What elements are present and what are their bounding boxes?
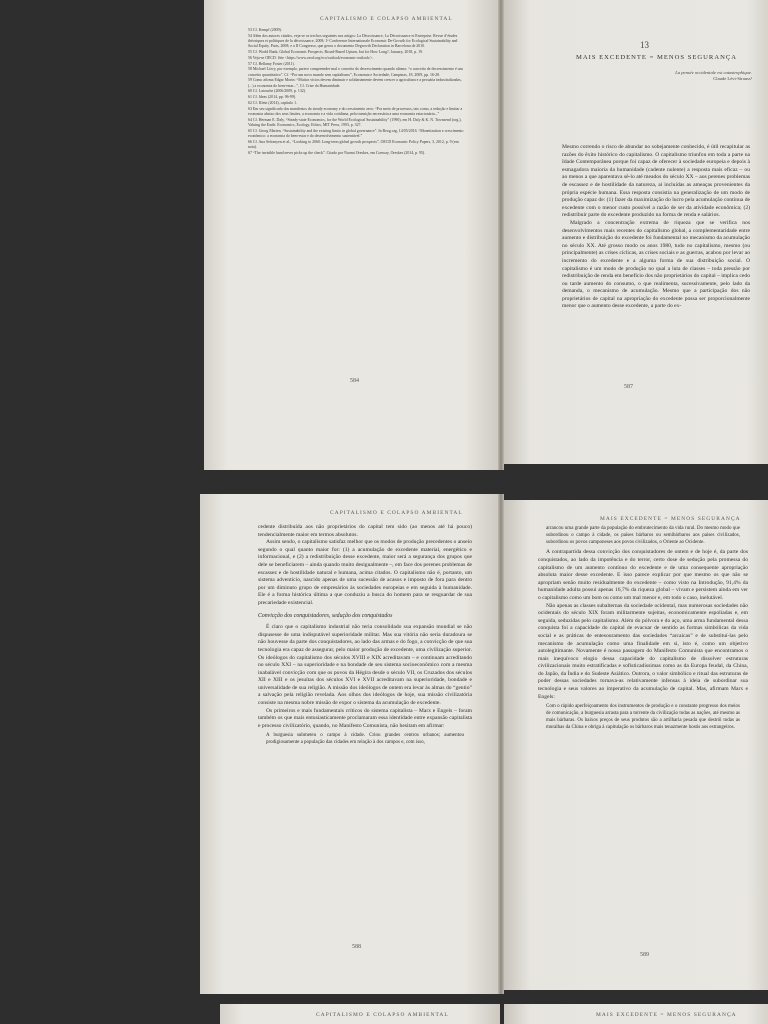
epigraph-text: La pensée occidentale est catastrophique.: [675, 70, 752, 75]
page-number: 588: [352, 944, 361, 950]
footnote: 56 Veja-se OECD. Site <https://www.oecd.org/eco/outlook/economic-outlook/>.: [248, 55, 374, 60]
body-text: [562, 144, 750, 311]
paragraph: Não apenas as classes subalternas da sociedade ocidental, mas numerosas sociedades não ocidentais do século XIX foram militarmente sujeitas, economicamente espoliadas e, em seguida, seduzidas pelo capitalismo. Além do pólvora e do aço, uma arma fundamental dessa conquista foi a capacidade do capital de evacuar de sentido as formas simbólicas da vida social e as práticas de entesouramento das sociedades “arcaicas” e de substituí-las pelo mecanismo de acumulação como uma finalidade em si, isto é, como um objetivo autolegitimante. Novamente é nossa passagem do Manifesto Comunista que encontramos o mais inequívoco elogio dessa capacidade do capitalismo de dissolver estruturas civilizacionais muito estratificadas e sofisticadíssimas como as da Europa feudal, da China, do Japão, da Índia e do Sudeste Asiático. Outrora, o valor simbólico e ritual das estruturas de poder dessas sociedades tornava-as relativamente infensas à ideia de subordinar sua tecnologia e seus valores ao imperativo da acumulação de capital. Mas, afirmam Marx e Engels:: [538, 602, 748, 700]
paragraph: A contrapartida dessa convicção dos conquistadores de ontem e de hoje é, da parte dos conquistados, ao lado da impotência e do terror, certo dose de sedução pela promessa do capitalismo de um aumento contínuo do excedente e de uma consequente apropriação absoluta maior desse excedente. E isso parece explicar por que mesmo os que não se apropriam senão muito residualmente do excedente – como visto na Introdução, 91,4% da humanidade adulta possui apenas 16,7% da riqueza global – vivam e persistem ainda em ver o capitalismo como um bom ou como um mal menor e, em todo o caso, inelutável.: [538, 549, 748, 601]
footnote: 58 Michael Löwy, por exemplo, parece compreender mal o conceito do decrescimento quando afirma: “o conceito de decrescimento é um conceito quantitativo”. Cf. “Por um novo mundo sem capitalismo”, Economia e Sociedade, Campinas, 18, 2009, pp. 16-28.: [248, 67, 463, 77]
page-588: [200, 494, 500, 994]
page-587: [504, 0, 768, 464]
footnote: 54 Além dos autores citados, veja-se os trechos seguintes nos artigos: La Décroissance, La Décroissance et Entreprise. Revue d’études théoriques et politiques de la décroissance, 2008; 1ª Conference Internationale Economic De-Growth for Ecological Sustainability and Social Equity. Paris, 2008; e a II Congresso, que gerou o documento Degrowth Declaration in Barcelona de 2010.: [248, 33, 458, 49]
running-head: CAPITALISMO E COLAPSO AMBIENTAL: [320, 16, 453, 22]
footnote: 55 Cf. World Bank, Global Economic Prospects. Broad-Based Upturn, but for How Long?, January, 2018, p. 19.: [248, 50, 423, 54]
section-heading: Convicção dos conquistadores, sedução dos conquistados: [258, 612, 393, 619]
footnote: 61 Cf. Ideas (2014, pp. 96-99).: [248, 95, 297, 100]
footnote: 65 Cf. Georg Marten, “Sustainability and the existing limits in global governance”. In Beog.org, 14/05/2016. “Monetization e crescimento econômico: a economia do bem-estar e do desenvolvimento sustentável.”: [248, 128, 464, 138]
running-head: CAPITALISMO E COLAPSO AMBIENTAL: [330, 510, 463, 516]
body-text: [258, 524, 472, 750]
page-number: 587: [624, 384, 633, 390]
footnote: 63 Em seu significado dos manifestos do steady economy e do crescimento zero: “Por meio de processos, tais como, a redução e limitar a economia abaixo dos seus limites, a economia e a vida cotidiana, pela transição necessária a uma economia estacionária...”: [248, 106, 463, 116]
footnote: 66 Cf. Ana Sefranyen et al., “Looking to 2060: Long-term global growth prospects”, OECD Economic Policy Papers, 3, 2012, p. 9 (em nota).: [248, 139, 459, 149]
partial-page-right: [504, 1004, 768, 1024]
page-584: [204, 0, 500, 470]
block-quote: arrancou uma grande parte da população do embrutecimento da vida rural. Do mesmo modo que subordinou o campo à cidade, os países bárbaros ou semibárbaros aos países civilizados, subordinou os povos camponeses aos povos civilizados, o Oriente ao Ocidente.: [546, 526, 740, 545]
footnote: 67 “The invisible hand never picks up the check”. Citado por Naomi Oreskes, em Conway, Oreskes (2014, p. 95).: [248, 150, 426, 155]
running-head: MAIS EXCEDENTE = MENOS SEGURANÇA: [596, 1012, 737, 1018]
epigraph-author: Claude Lévi-Strauss¹: [713, 76, 752, 81]
footnote: 60 Cf. Latouche (2006/2009, p. 132).: [248, 89, 307, 94]
paragraph: Assim sendo, o capitalismo satisfaz melhor que os modos de produção precedentes o anseio segundo o qual quanto maior for: (1) a acumulação de excedente material, energético e informacional, e (2) a redistribuição desse excedente, maior será a segurança dos grupos que dele se beneficiarem – ainda quando muito desigualmente –, em face dos perenes problemas de escassez e de hostilidade natural e humana, acima citados. O capitalismo não é, portanto, um sistema adventício, nascido apenas de uma sucessão de acasos e imposto de fora para dentro por um diminuto grupo de empresários às sociedades europeias e em seguida à humanidade. Ele é a forma histórica última a que conduziu a busca do homem para se resguardar de sua precariedade existencial.: [258, 539, 472, 606]
page-number: 584: [350, 378, 359, 384]
paragraph: Os primeiros e mais fundamentais críticos do sistema capitalista – Marx e Engels – foram também os que mais entusiasticamente proclamaram essa identidade entre expansão capitalista e processo civilizatório, quando, no Manifesto Comunista, não hesitam em afirmar:: [258, 707, 472, 729]
footnote: 53 Cf. Kempf (2009).: [248, 28, 282, 32]
chapter-title: MAIS EXCEDENTE = MENOS SEGURANÇA: [576, 54, 738, 61]
epigraph: [624, 70, 752, 82]
footnote: 64 Cf. Herman E. Daly, “Steady-state Economics, for the World Ecological Sustainability” (1990), em H. Daly & K. N. Townsend (org.), Valuing the Earth: Economics, Ecology, Ethics, MIT Press, 1993, p. 327.: [248, 117, 462, 127]
footnotes: [248, 28, 466, 157]
paragraph: É claro que o capitalismo industrial não teria consolidado sua expansão mundial se não dispusesse de uma indisputável superioridade militar. Mas sua vitória não seria duradoura se não houvesse da parte dos conquistadores, ao lado das armas e do fogo, a convicção de que sua tecnologia era capaz de assegurar, pelo maior produção de excedente, uma civilização superior. Os ideólogos do capitalismo dos séculos XVIII e XIX acreditavam – e continuam acreditando no século XXI – na superioridade e na bondade de seu sistema socioeconômico com a mesma inabalável convicção com que os povos da Hégira desde o século VII, os Cruzados dos séculos XII e XIII e os jesuítas dos séculos XVI e XVII acreditavam na superioridade, bondade e universalidade de sua religião. A missão dos ideólogos de ontem era levar às almas do “gentio” a salvação pela religião revelada. Aos olhos dos ideólogos de hoje, sua missão civilizatória consiste na mesma nobre missão de expor o sistema da acumulação de excedente.: [258, 624, 472, 707]
body-text: [538, 526, 748, 734]
footnote: 59 Como afirma Edgar Morin: “Muitos vícios devem diminuir e solidariamente devem crescer a agricultura e a pecuária industrializadas, (...) a economia do bem-estar...”, Cf. Crise da Humanidade.: [248, 78, 462, 88]
page-589: [504, 500, 768, 990]
footnote: 57 Cf. Bellamy Foster (2011).: [248, 61, 295, 66]
paragraph: Malgrado a concentração extrema de riqueza que se verifica nos desenvolvimentos mais recentes do capitalismo global, a complementaridade entre aumento e distribuição do excedente foi fundamental no mecanismo da acumulação no século XX. Até grosso modo os anos 1980, tudo no capitalismo, mesmo (ou principalmente) as crises cíclicas, as crises sociais e as guerras, acabou por levar ao incremento do excedente e a alguma forma de sua distribuição social. O capitalismo é um modo de produção no qual a luta de classes – toda pressão por redistribuição de renda em benefício dos não proprietários do capital – implica cedo ou tarde aumento do consumo, o que realimenta, sucessivamente, pelo lado da demanda, o mecanismo de acumulação. Mesmo que a participação dos não proprietários de capital na apropriação do excedente possa ser proporcionalmente menor que o aumento desse excedente, a parte do ex-: [562, 219, 750, 310]
page-number: 589: [640, 952, 649, 958]
paragraph: cedente distribuída aos não proprietários do capital tem sido (ao menos até há pouco) tendencialmente maior em termos absolutos.: [258, 524, 472, 538]
footnote: 62 Cf. Klein (2014), capítulo 1.: [248, 100, 298, 105]
block-quote: Com o rápido aperfeiçoamento dos instrumentos de produção e o constante progresso dos meios de comunicação, a burguesia arrasta para a torrente da civilização todas as nações, até mesmo as mais bárbaras. Os baixos preços de seus produtos são a artilharia pesada que destrói todas as muralhas da China e obriga à capitulação os bárbaros mais tenazmente hostis aos estrangeiros.: [546, 704, 740, 730]
running-head: MAIS EXCEDENTE = MENOS SEGURANÇA: [600, 516, 741, 522]
chapter-number: 13: [640, 40, 649, 50]
running-head: CAPITALISMO E COLAPSO AMBIENTAL: [316, 1012, 449, 1018]
paragraph: Mesmo correndo o risco de abundar no sobejamente conhecido, é útil recapitular as razões do êxito histórico do capitalismo. O capitalismo triunfou em toda a parte na Idade Contemporânea porque foi capaz de oferecer à sociedade europeia e depois à esmagadora maioria da humanidade (cadente nulente) a resposta mais eficaz – ou ao menos a que aparentava sê-lo até meados do século XX – aos perenes problemas de escassez e de hostilidade da natureza, aí incluídas as ameaças provenientes da própria espécie humana. Essa resposta consistia na generalização de um modo de produção capaz de: (1) fazer da maximização do lucro pela acumulação contínua de excedente com o menor custo possível a razão de ser da atividade econômica; (2) redistribuir parte do excedente produzido na forma de renda e salários.: [562, 144, 750, 219]
block-quote: A burguesia submeteu o campo à cidade. Criou grandes centros urbanos; aumentou prodigiosamente a população das cidades em relação à dos campos e, com isso,: [266, 733, 464, 746]
partial-page-left: [220, 1004, 500, 1024]
